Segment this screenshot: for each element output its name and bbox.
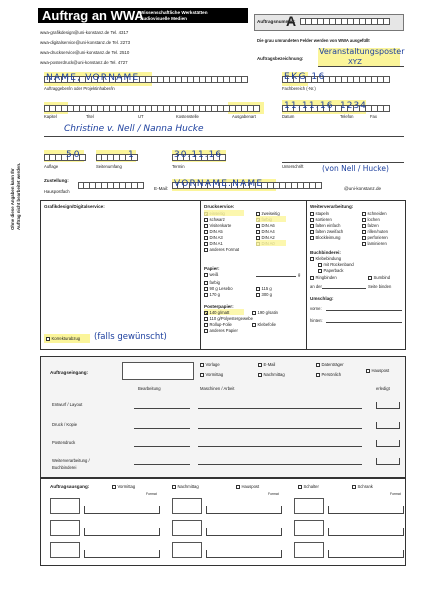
datentraeger-label: Datenträger	[321, 362, 344, 367]
einseitig-highlight	[204, 210, 244, 216]
umschlag-label: Umschlag:	[310, 296, 334, 301]
auflage-value[interactable]: 50	[66, 150, 82, 160]
ausgang-format-field[interactable]	[328, 528, 404, 536]
auftragsnummer-boxes	[300, 18, 390, 25]
ausgang-schalter[interactable]	[298, 484, 319, 489]
ausgang-count-box[interactable]	[294, 542, 324, 558]
eingang-vormittag[interactable]	[200, 372, 223, 377]
seitenumfang-label: Seitenumfang	[96, 164, 122, 169]
fax-label: Fax	[370, 114, 377, 119]
korrektur-handwritten: (falls gewünscht)	[94, 332, 167, 342]
wv-sortieren[interactable]	[310, 217, 332, 222]
titel-label: Titel	[86, 114, 94, 119]
checkbox[interactable]	[256, 230, 260, 234]
rueckenband	[318, 262, 354, 267]
eingang-row-label: Druck / Kopie	[52, 422, 78, 427]
ausgang-format-field[interactable]	[84, 528, 160, 536]
druck-din-a3[interactable]	[204, 235, 223, 240]
wv-stapeln[interactable]	[310, 211, 329, 216]
format-label: Format	[390, 492, 401, 496]
ut-label: UT	[138, 114, 144, 119]
wv-falzen-label: falzen	[367, 223, 379, 228]
checkbox[interactable]	[362, 224, 366, 228]
checkbox[interactable]	[204, 242, 208, 246]
ausgang-label: Auftragsausgang:	[50, 484, 90, 489]
side-note-line: Ohne diese Angaben kann Ihr	[10, 168, 15, 230]
ringbinden-label: Ringbinden	[315, 275, 337, 280]
auflage-label: Auflage	[44, 164, 59, 169]
wv-stapeln-label: stapeln	[315, 211, 330, 216]
wv-rillen-nuten-label: rillen/nuten	[367, 229, 388, 234]
format-label: Format	[146, 492, 157, 496]
druck-din-a6[interactable]	[256, 223, 275, 228]
farbig-highlight	[256, 216, 286, 222]
bearbeitung-label: Bearbeitung	[138, 386, 161, 391]
wv-laminieren-label: laminieren	[367, 241, 387, 246]
wv-schneiden[interactable]	[362, 211, 387, 216]
poster-140g: ✕140 g/matt	[205, 310, 230, 316]
unterschrift-line	[282, 162, 404, 163]
druck-anderes-format[interactable]	[204, 247, 239, 252]
termin-label: Termin	[172, 164, 185, 169]
hinten-label: hinten:	[310, 318, 323, 323]
druck-din-a5[interactable]	[204, 229, 223, 234]
eingang-hauspost[interactable]	[366, 368, 389, 373]
auftragsnummer-value: A	[286, 13, 297, 29]
telefon-label: Telefon	[340, 114, 354, 119]
header	[0, 0, 424, 66]
ausgang-count-box[interactable]	[294, 498, 324, 514]
druck-din-a3-label: DIN A3	[209, 235, 223, 240]
eingang-label: Auftragseingang:	[50, 370, 89, 375]
eingang-persoenlich[interactable]	[316, 372, 341, 377]
eingang-vorlage[interactable]	[200, 362, 220, 367]
eingang-row-label: Buchbinderei	[52, 465, 77, 470]
druck-din-a6-label: DIN A6	[261, 223, 275, 228]
hauspostfach-boxes	[78, 182, 144, 189]
contact-person-value[interactable]: Christine v. Nell / Nanna Hucke	[64, 124, 204, 134]
poster-klebefolie-label: Klebefolie	[257, 322, 276, 327]
checkbox[interactable]	[204, 224, 208, 228]
papier-label: Papier:	[204, 266, 220, 271]
email-option-label: E-Mail	[263, 362, 276, 367]
email-domain: @uni-konstanz.de	[344, 186, 382, 191]
wv-rillen-nuten[interactable]	[362, 229, 388, 234]
seite-binden-label: Seite binden	[368, 284, 392, 289]
auftragsbezeichnung-value[interactable]: Veranstaltungsposter	[319, 47, 405, 56]
checkbox[interactable]	[204, 230, 208, 234]
eingang-datentraeger[interactable]	[316, 362, 344, 367]
ausgang-format-field[interactable]	[328, 506, 404, 514]
papier-170g-label: 170 g	[209, 292, 220, 297]
datum-value[interactable]: 11.11.16	[284, 101, 334, 111]
wv-lochen[interactable]	[362, 217, 380, 222]
side-note	[10, 162, 21, 230]
wv-schneiden-label: schneiden	[367, 211, 387, 216]
paperback	[318, 268, 344, 273]
ausgang-count-box[interactable]	[50, 498, 80, 514]
wv-lochen-label: lochen	[367, 217, 380, 222]
datum-label: Datum	[282, 114, 295, 119]
maschinen-line[interactable]	[198, 428, 362, 429]
din-a2-highlight	[256, 240, 286, 246]
checkbox[interactable]	[310, 212, 314, 216]
wv-perforieren[interactable]	[362, 235, 388, 240]
ausgang-schalter-label: Schalter	[303, 484, 319, 489]
wv-falten-zweifach-label: falten zweifach	[315, 229, 344, 234]
eingang-row-label: Weiterverarbeitung /	[52, 458, 90, 463]
checkbox[interactable]	[310, 230, 314, 234]
druck-zweiseitig-label: zweiseitig	[261, 211, 280, 216]
klebebindung	[310, 256, 341, 261]
papier-weiss-label: weiß	[209, 272, 219, 277]
druck-schwarz-label: schwarz	[209, 217, 225, 222]
ausgang-vormittag-label: Vormittag	[117, 484, 136, 489]
auftragsbezeichnung-value-2[interactable]: XYZ	[348, 58, 362, 66]
papier-90g	[204, 286, 233, 291]
ausgang-count-box[interactable]	[50, 542, 80, 558]
nachmittag-label: Nachmittag	[263, 372, 285, 377]
druck-schwarz[interactable]	[204, 217, 225, 222]
fachbereich-label: Fachbereich (-Nr.)	[282, 86, 316, 91]
erledigt-box[interactable]	[376, 458, 400, 465]
contact-line: wwa-posterdruck@uni-konstanz.de Tel. 4727	[40, 60, 128, 65]
poster-110g-label: 110 g/Polyestergewebe	[209, 316, 253, 321]
hinten-line	[326, 322, 402, 323]
druck-din-a5-label: DIN A5	[209, 229, 223, 234]
papier-weiss	[204, 272, 218, 277]
papier-g-unit: g	[298, 272, 301, 277]
ausgang-format-field[interactable]	[84, 506, 160, 514]
checkbox[interactable]	[362, 218, 366, 222]
eingang-nachmittag[interactable]	[258, 372, 285, 377]
ausgang-format-field[interactable]	[328, 550, 404, 558]
vorne-line	[326, 310, 402, 311]
erledigt-box[interactable]	[376, 422, 400, 429]
kapitel-label: Kapitel	[44, 114, 57, 119]
druck-visitenkarte[interactable]	[204, 223, 231, 228]
email-label: E-Mail:	[154, 186, 169, 191]
ausgang-count-box[interactable]	[172, 542, 202, 558]
ringbinden	[310, 275, 337, 280]
telefon-value[interactable]: 1234	[340, 101, 367, 111]
email-value[interactable]: VORNAME.NAME	[174, 179, 264, 189]
druck-din-a1[interactable]	[204, 241, 223, 246]
contact-line: wwa-grafikdesign@uni-konstanz.de Tel. 4317	[40, 30, 129, 35]
ausgang-hauspost[interactable]	[236, 484, 259, 489]
ausgang-vormittag[interactable]	[112, 484, 135, 489]
papier-300g-label: 300 g	[261, 292, 272, 297]
ausgang-nachmittag[interactable]	[172, 484, 199, 489]
poster-label: Posterpapier:	[204, 304, 234, 309]
wv-sortieren-label: sortieren	[315, 217, 332, 222]
eingang-row-label: Entwurf / Layout	[52, 402, 83, 407]
checkbox[interactable]	[362, 230, 366, 234]
seitenumfang-value[interactable]: 1	[128, 150, 134, 160]
vorne-label: vorne:	[310, 306, 322, 311]
vorlage-label: Vorlage	[205, 362, 220, 367]
org-line2: Audiovisuelle Medien	[140, 16, 187, 21]
papier-300g	[256, 292, 272, 297]
weiterverarbeitung-label: Weiterverarbeitung:	[310, 204, 354, 209]
grafik-label: Grafikdesign/Digitalservice:	[44, 204, 105, 209]
kostenstelle-label: Kostenstelle	[176, 114, 199, 119]
rueckenband-label: mit Rückenband	[323, 262, 354, 267]
auftragsnummer-label: Auftragsnummer:	[257, 19, 296, 24]
bearbeitung-line[interactable]	[134, 446, 190, 447]
poster-110g	[204, 316, 253, 321]
hauspost-label: Hauspost	[371, 368, 390, 373]
erledigt-label: erledigt	[376, 386, 390, 391]
klebebindung-label: Klebebindung	[315, 256, 342, 261]
papier-90g-label: 90 g Lesebo	[209, 286, 233, 291]
poster-rollup-label: Rollup-Folie	[209, 322, 232, 327]
papier-g-line	[256, 276, 296, 277]
papier-farbig-label: farbig	[209, 280, 220, 285]
ausgang-format-field[interactable]	[206, 550, 282, 558]
ausgang-format-field[interactable]	[206, 506, 282, 514]
ausgang-count-box[interactable]	[172, 498, 202, 514]
zustellung-label: Zustellung:	[44, 178, 69, 183]
name-label: Auftraggeber/in oder Projektinhaber/in	[44, 86, 115, 91]
ausgang-format-field[interactable]	[84, 550, 160, 558]
wv-perforieren-label: perforieren	[367, 235, 388, 240]
termin-value[interactable]: 30.11.16	[174, 150, 223, 160]
org-line1: Wissenschaftliche Werkstätten	[140, 10, 208, 15]
vertical-divider	[200, 200, 201, 350]
checkbox[interactable]	[310, 236, 314, 240]
side-note-line: Auftrag nicht bearbeitet werden.	[16, 162, 21, 230]
maschinen-line[interactable]	[198, 408, 362, 409]
signature-value[interactable]: (von Nell / Hucke)	[322, 164, 389, 173]
druck-din-a1-label: DIN A1	[209, 241, 223, 246]
gray-fields-note: Die grau umrandeten Felder werden von WWA ausgefüllt	[257, 38, 370, 43]
ausgang-nachmittag-label: Nachmittag	[177, 484, 199, 489]
wv-laminieren[interactable]	[362, 241, 387, 246]
maschinen-label: Maschinen / Arbeit	[200, 386, 235, 391]
an-der-line	[322, 288, 366, 289]
poster-anderes	[204, 328, 238, 333]
druck-din-a2-label: DIN A2	[261, 235, 275, 240]
fachbereich-value[interactable]: EKG 16	[284, 72, 326, 82]
ausgang-hauspost-label: Hauspost	[241, 484, 260, 489]
papier-170g	[204, 292, 220, 297]
client-block	[0, 68, 424, 208]
wv-falzen[interactable]	[362, 223, 379, 228]
hauspostfach-label: Hauspostfach	[44, 189, 70, 194]
ausgang-count-box[interactable]	[50, 520, 80, 536]
unterschrift-label: Unterschrift	[282, 164, 304, 169]
contact-line: wwa-digitalservice@uni-konstanz.de Tel. 2273	[40, 40, 131, 45]
korrektur-check[interactable]	[46, 336, 80, 341]
poster-klebefolie	[252, 322, 276, 327]
checkbox[interactable]	[310, 218, 314, 222]
eingang-date-box	[122, 362, 194, 380]
format-label: Format	[268, 492, 279, 496]
papier-farbig	[204, 280, 220, 285]
sumbind-label: Sumbind	[373, 275, 391, 280]
contact-person-line	[44, 136, 404, 137]
druckservice-label: Druckservice:	[204, 204, 235, 209]
poster-140g-label: 140 g/matt	[209, 310, 230, 315]
vormittag-label: Vormittag	[205, 372, 224, 377]
poster-190g-label: 190 g/satin	[257, 310, 278, 315]
druck-anderes-format-label: anderes Format	[209, 247, 240, 252]
wv-blockleimung[interactable]	[310, 235, 340, 240]
checkbox[interactable]	[310, 224, 314, 228]
ausgang-count-box[interactable]	[172, 520, 202, 536]
weiterverarbeitung-section	[310, 202, 404, 348]
name-value[interactable]: NAME, VORNAME	[46, 73, 140, 83]
checkbox[interactable]	[204, 248, 208, 252]
ausgang-schrank-label: Schrank	[357, 484, 373, 489]
druck-din-a4-label: DIN A4	[261, 229, 275, 234]
wv-falten-zweifach[interactable]	[310, 229, 343, 234]
checkbox[interactable]	[362, 242, 366, 246]
page-title: Auftrag an WWA	[42, 8, 144, 23]
bearbeitung-line[interactable]	[134, 408, 190, 409]
wv-falten-einfach[interactable]	[310, 223, 340, 228]
vertical-divider	[306, 200, 307, 350]
poster-anderes-label: anderes Papier	[209, 328, 238, 333]
eingang-email[interactable]	[258, 362, 275, 367]
bearbeitung-line[interactable]	[134, 428, 190, 429]
poster-190g	[252, 310, 278, 315]
contact-line: wwa-druckservice@uni-konstanz.de Tel. 2510	[40, 50, 130, 55]
wv-blockleimung-label: Blockleimung	[315, 235, 341, 240]
druckservice-section	[204, 202, 304, 348]
persoenlich-label: Persönlich	[321, 372, 342, 377]
an-der-label: an der	[310, 284, 322, 289]
eingang-row-label: Postendruck	[52, 440, 76, 445]
papier-115g	[256, 286, 272, 291]
korrektur-label: Korrekturabzug	[51, 336, 81, 341]
korrektur-row[interactable]	[44, 334, 200, 346]
checkbox[interactable]	[204, 236, 208, 240]
ausgang-schrank[interactable]	[352, 484, 373, 489]
poster-rollup	[204, 322, 232, 327]
sumbind	[368, 275, 390, 280]
ausgang-format-field[interactable]	[206, 528, 282, 536]
druck-din-a4[interactable]	[256, 229, 275, 234]
bearbeitung-line[interactable]	[134, 464, 190, 465]
checkbox[interactable]	[204, 218, 208, 222]
paperback-label: Paperback	[323, 268, 344, 273]
druck-visitenkarte-label: Visitenkarte	[209, 223, 232, 228]
erledigt-box[interactable]	[376, 440, 400, 447]
ausgabenart-label: Ausgabenart	[232, 114, 256, 119]
maschinen-line[interactable]	[198, 464, 362, 465]
buchbinderei-label: Buchbinderei:	[310, 250, 341, 255]
auftragsbezeichnung-line	[318, 66, 404, 67]
checkbox[interactable]	[362, 212, 366, 216]
kapitel-boxes	[44, 105, 260, 112]
papier-115g-label: 115 g	[261, 286, 272, 291]
wv-falten-einfach-label: falten einfach	[315, 223, 341, 228]
ausgang-count-box[interactable]	[294, 520, 324, 536]
checkbox[interactable]	[362, 236, 366, 240]
auftragsbezeichnung-label: Auftragsbezeichnung:	[257, 56, 304, 61]
erledigt-box[interactable]	[376, 402, 400, 409]
checkbox[interactable]	[256, 224, 260, 228]
maschinen-line[interactable]	[198, 446, 362, 447]
